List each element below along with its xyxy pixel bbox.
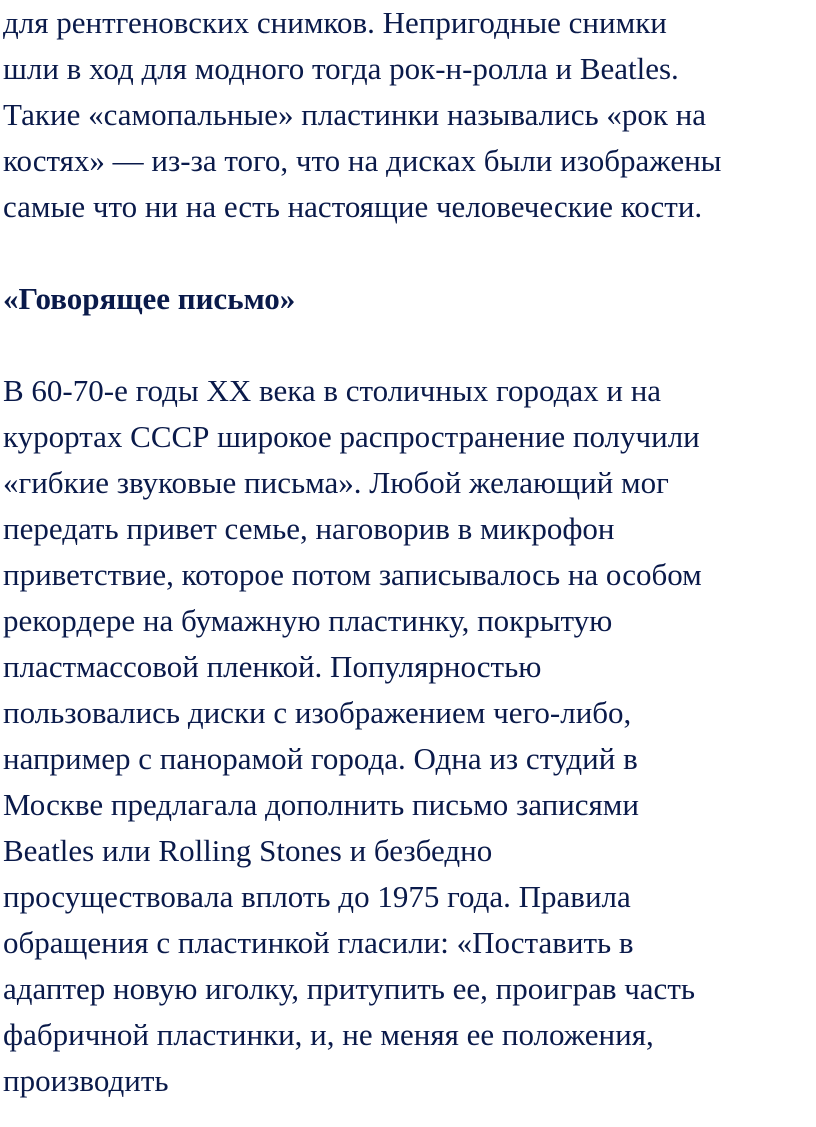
text-line: адаптер новую иголку, притупить ее, проиграв часть: [3, 971, 696, 1006]
text-line: пластмассовой пленкой. Популярностью: [3, 649, 542, 684]
text-line: производить: [3, 1063, 169, 1098]
document-page: [3, 0, 813, 1104]
text-line: курортах СССР широкое распространение получили: [3, 419, 700, 454]
text-line: пользовались диски с изображением чего-либо,: [3, 695, 632, 730]
text-line: В 60-70-е годы XX века в столичных городах и на: [3, 373, 662, 408]
section-heading: «Говорящее письмо»: [3, 281, 296, 316]
text-line: для рентгеновских снимков. Непригодные снимки: [3, 5, 667, 40]
text-line: Москве предлагала дополнить письмо записями: [3, 787, 639, 822]
text-line: рекордере на бумажную пластинку, покрытую: [3, 603, 613, 638]
text-line: самые что ни на есть настоящие человеческие кости.: [3, 189, 703, 224]
text-line: фабричной пластинки, и, не меняя ее положения,: [3, 1017, 654, 1052]
paragraph-spacer: [3, 230, 813, 276]
paragraph-talking-letter: [3, 368, 813, 1104]
text-line: приветствие, которое потом записывалось на особом: [3, 557, 702, 592]
text-line: Beatles или Rolling Stones и безбедно: [3, 833, 493, 868]
text-line: шли в ход для модного тогда рок-н-ролла и Beatles.: [3, 51, 679, 86]
text-line: например с панорамой города. Одна из студий в: [3, 741, 638, 776]
text-line: костях» — из-за того, что на дисках были изображены: [3, 143, 722, 178]
text-line: обращения с пластинкой гласили: «Поставить в: [3, 925, 634, 960]
text-line: передать привет семье, наговорив в микрофон: [3, 511, 615, 546]
text-line: «гибкие звуковые письма». Любой желающий мог: [3, 465, 669, 500]
paragraph-spacer: [3, 322, 813, 368]
paragraph-rock-on-bones: [3, 0, 813, 230]
text-line: просуществовала вплоть до 1975 года. Правила: [3, 879, 631, 914]
text-line: Такие «самопальные» пластинки назывались «рок на: [3, 97, 707, 132]
